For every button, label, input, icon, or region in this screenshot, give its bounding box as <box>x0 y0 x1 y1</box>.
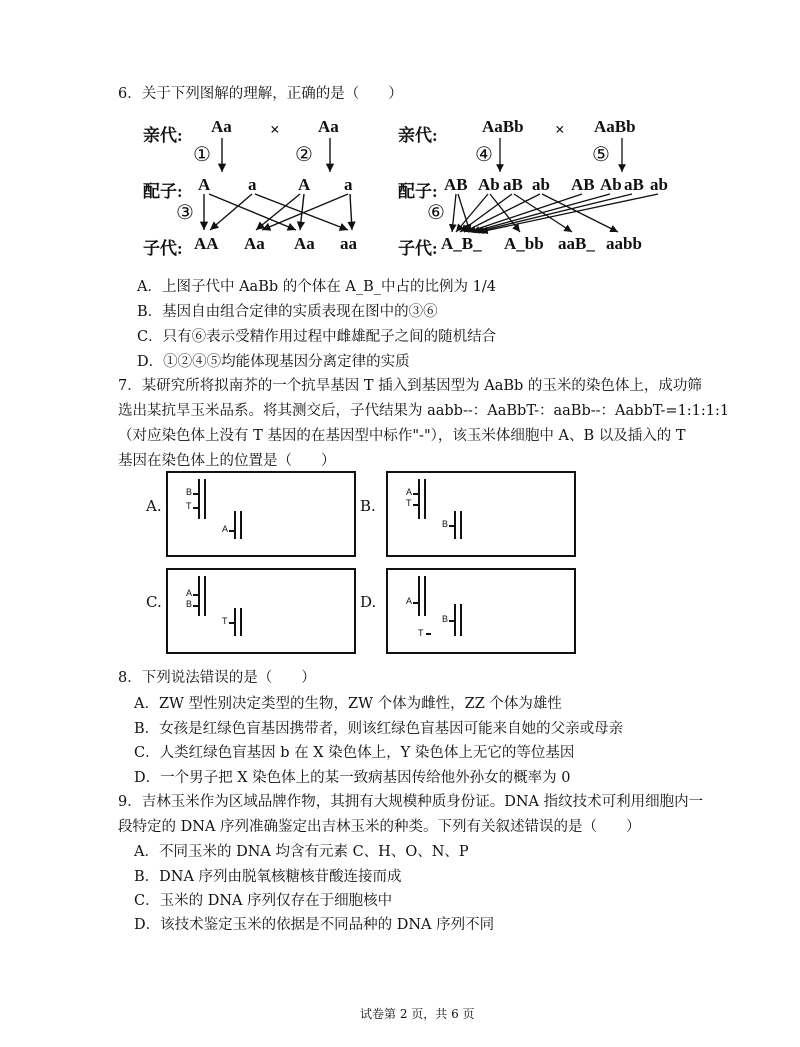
q7-stem-line: （对应染色体上没有 T 基因的在基因型中标作"-"），该玉米体细胞中 A、B 以及插入的 T <box>118 428 686 444</box>
gamete: Ab <box>478 175 500 194</box>
step-2: ② <box>295 142 313 166</box>
q8-stem: 8．下列说法错误的是（ ） <box>118 670 316 686</box>
step-3: ③ <box>176 200 194 224</box>
parent2: Aa <box>318 117 339 136</box>
q9-option-c: C．玉米的 DNA 序列仅存在于细胞核中 <box>134 893 393 909</box>
step-5: ⑤ <box>592 142 610 166</box>
q8-option-d: D．一个男子把 X 染色体上的某一致病基因传给他外孙女的概率为 0 <box>134 770 571 786</box>
q7-option-c-box <box>166 568 356 654</box>
gene-label: T <box>418 628 424 638</box>
q6-stem: 6．关于下列图解的理解，正确的是（ ） <box>118 86 403 102</box>
q9-option-a: A．不同玉米的 DNA 均含有元素 C、H、O、N、P <box>134 844 469 860</box>
q7-option-b-box <box>386 471 576 557</box>
offspring: aa <box>340 234 357 253</box>
q6-option-b: B．基因自由组合定律的实质表现在图中的③⑥ <box>137 304 438 320</box>
q7-option-c-label: C. <box>146 593 162 611</box>
gene-label: A <box>406 596 413 606</box>
q6-option-c: C．只有⑥表示受精作用过程中雌雄配子之间的随机结合 <box>137 329 497 345</box>
gene-label: B <box>186 487 193 497</box>
step-1: ① <box>193 142 211 166</box>
q7-stem-line: 基因在染色体上的位置是（ ） <box>118 453 336 469</box>
gamete: ab <box>532 175 550 194</box>
gene-label: B <box>442 614 449 624</box>
gene-label: A <box>222 524 229 534</box>
parent2: AaBb <box>594 117 636 136</box>
offspring: AA <box>194 234 219 253</box>
q6-option-a: A．上图子代中 AaBb 的个体在 A_B_中占的比例为 1/4 <box>137 279 496 295</box>
gamete: AB <box>444 175 468 194</box>
parent1: Aa <box>211 117 232 136</box>
gene-label: A <box>186 588 193 598</box>
gamete: aB <box>503 175 523 194</box>
step-6: ⑥ <box>427 200 445 224</box>
q7-stem-line: 选出某抗旱玉米品系。将其测交后，子代结果为 aabb--：AaBbT-：aaBb--：AabbT-=1:1:1:1 <box>118 403 730 419</box>
gene-label: T <box>186 501 192 511</box>
q7-option-b-label: B. <box>360 497 376 515</box>
q7-option-a-box <box>166 471 356 557</box>
gene-label: B <box>186 599 193 609</box>
q7-option-a-label: A. <box>146 497 162 515</box>
gene-label: A <box>406 487 413 497</box>
q9-stem-line: 9．吉林玉米作为区域品牌作物，其拥有大规模种质身份证。DNA 指纹技术可利用细胞内一 <box>118 794 704 810</box>
parent-label: 亲代: <box>398 126 438 145</box>
q9-option-b: B．DNA 序列由脱氧核糖核苷酸连接而成 <box>134 869 402 885</box>
gamete-label: 配子: <box>143 182 183 201</box>
gene-label: T <box>222 616 228 626</box>
gamete: a <box>248 175 257 194</box>
gamete: AB <box>571 175 595 194</box>
parent1: AaBb <box>482 117 524 136</box>
offspring: Aa <box>244 234 265 253</box>
parent-label: 亲代: <box>143 126 183 145</box>
q9-stem-line: 段特定的 DNA 序列准确鉴定出吉林玉米的种类。下列有关叙述错误的是（ ） <box>118 819 641 835</box>
cross-sign: × <box>270 120 280 139</box>
q9-option-d: D．该技术鉴定玉米的依据是不同品种的 DNA 序列不同 <box>134 917 495 933</box>
offspring-label: 子代: <box>398 239 438 258</box>
gamete: aB <box>624 175 644 194</box>
offspring: aaB_ <box>558 234 595 253</box>
gamete: A <box>298 175 311 194</box>
right-arrows <box>0 0 800 270</box>
offspring: A_B_ <box>441 234 482 253</box>
q8-option-a: A．ZW 型性别决定类型的生物，ZW 个体为雌性，ZZ 个体为雄性 <box>134 696 562 712</box>
offspring: aabb <box>606 234 642 253</box>
q7-option-d-box <box>386 568 576 654</box>
offspring: Aa <box>294 234 315 253</box>
page-footer: 试卷第 2 页，共 6 页 <box>360 1007 475 1021</box>
offspring: A_bb <box>504 234 544 253</box>
q8-option-c: C．人类红绿色盲基因 b 在 X 染色体上，Y 染色体上无它的等位基因 <box>134 745 575 761</box>
q8-option-b: B．女孩是红绿色盲基因携带者，则该红绿色盲基因可能来自她的父亲或母亲 <box>134 721 624 737</box>
gamete: Ab <box>600 175 622 194</box>
gamete: ab <box>650 175 668 194</box>
gene-label: T <box>406 498 412 508</box>
gamete-label: 配子: <box>398 182 438 201</box>
step-4: ④ <box>475 142 493 166</box>
offspring-label: 子代: <box>143 239 183 258</box>
q7-option-d-label: D. <box>360 593 377 611</box>
cross-sign: × <box>555 120 565 139</box>
gene-label: B <box>442 519 449 529</box>
gamete: A <box>198 175 211 194</box>
q7-stem-line: 7．某研究所将拟南芥的一个抗旱基因 T 插入到基因型为 AaBb 的玉米的染色体上，成功筛 <box>118 378 702 394</box>
gamete: a <box>344 175 353 194</box>
q6-option-d: D．①②④⑤均能体现基因分离定律的实质 <box>137 354 410 370</box>
